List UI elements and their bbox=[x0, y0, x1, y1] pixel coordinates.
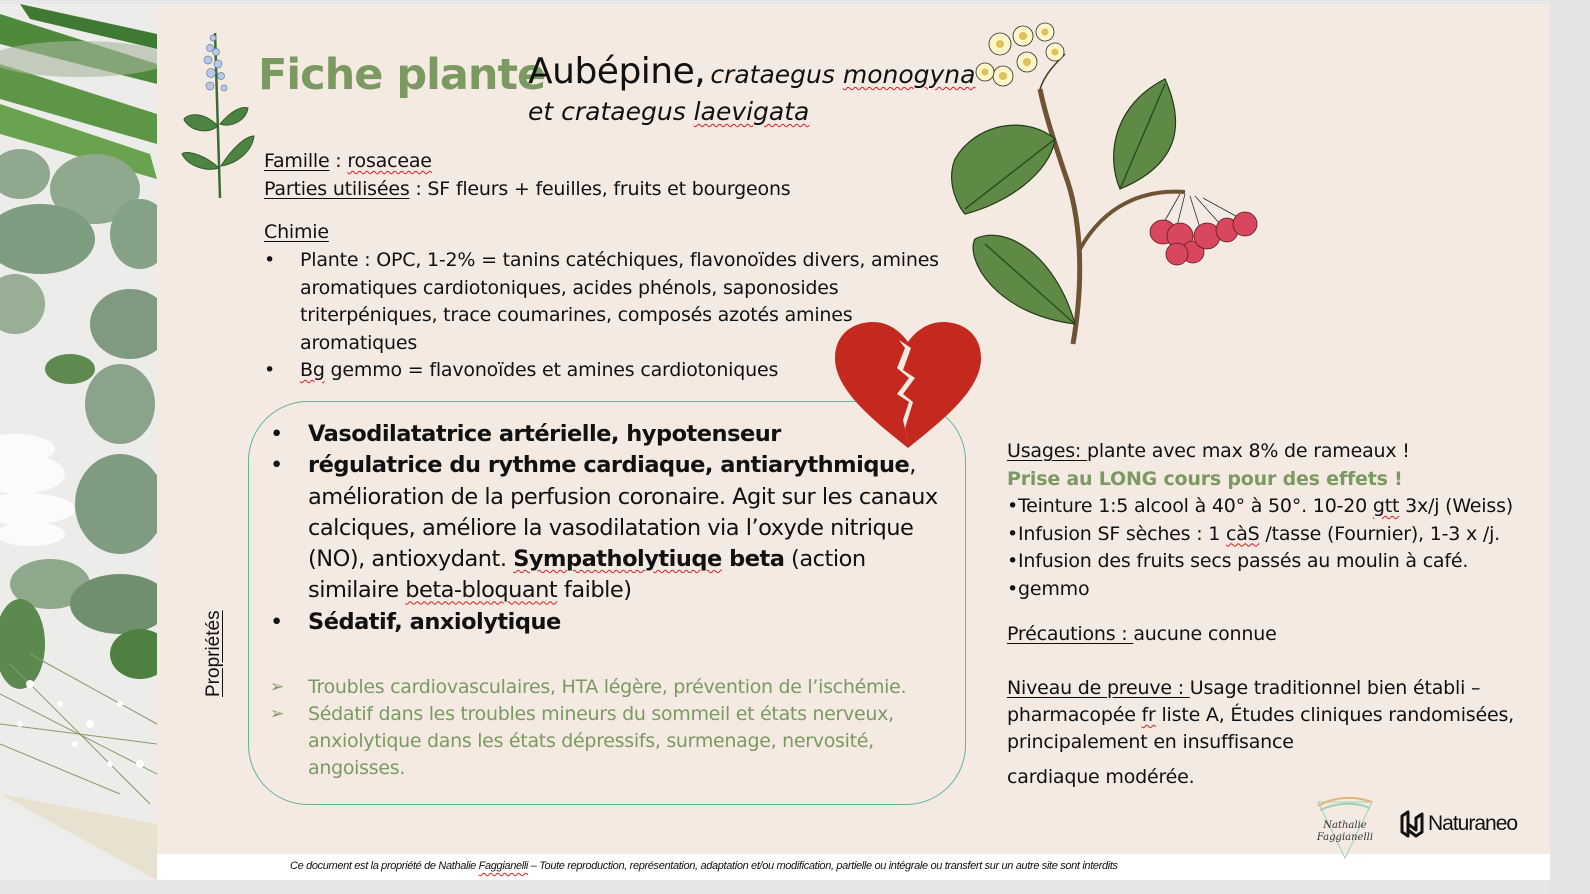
identity-section bbox=[264, 147, 790, 203]
parties-label: Parties utilisées bbox=[264, 178, 410, 200]
parties-row bbox=[264, 175, 790, 203]
naturaneo-mark-icon bbox=[1398, 810, 1426, 838]
precautions-label: Précautions : bbox=[1007, 623, 1134, 645]
famille-label: Famille bbox=[264, 150, 330, 172]
usage-item: •Teinture 1:5 alcool à 40° à 50°. 10-20 gtt 3x/j (Weiss) bbox=[1007, 495, 1513, 517]
usages-section bbox=[1007, 438, 1547, 603]
usage-item: •gemmo bbox=[1007, 577, 1090, 600]
precautions-value: aucune connue bbox=[1133, 623, 1277, 645]
usages-intro: Usages: plante avec max 8% de rameaux ! bbox=[1007, 440, 1410, 462]
page-title: Fiche plante bbox=[258, 50, 546, 100]
chimie-item: • Plante : OPC, 1-2% = tanins catéchiques, flavonoïdes divers, amines aromatiques cardiotoniques, acides phénols, saponosides triterpéniques, trace coumarines, composés azotés amines aromatiques bbox=[264, 247, 944, 357]
usages-label: Usages: bbox=[1007, 440, 1087, 462]
usage-item: •Infusion SF sèches : 1 càS /tasse (Fournier), 1-3 x /j. bbox=[1007, 522, 1501, 545]
plant-common-name: Aubépine, bbox=[528, 51, 706, 92]
evidence-label: Niveau de preuve : bbox=[1007, 677, 1190, 699]
evidence-level: Niveau de preuve : Usage traditionnel bien établi – pharmacopée fr liste A, Études cliniques randomisées, principalement en insuffisance cardiaque modérée. bbox=[1007, 677, 1515, 788]
property-item: • Vasodilatatrice artérielle, hypotenseur bbox=[270, 419, 950, 450]
property-item: • régulatrice du rythme cardiaque, antiarythmique, amélioration de la perfusion coronaire. Agit sur les canaux calciques, améliore la vasodilatation via l’oxyde nitrique (NO), antioxydant. Sympatholytiuqe beta (action similaire beta-bloquant faible) bbox=[270, 450, 950, 606]
herb-illustration bbox=[180, 28, 260, 203]
chimie-heading: Chimie bbox=[264, 221, 329, 243]
window-background-right bbox=[1550, 0, 1590, 894]
scientific-name-2: et crataegus laevigata bbox=[528, 97, 810, 126]
copyright-footer: Ce document est la propriété de Nathalie Faggianelli – Toute reproduction, représentation, adaptation et/ou modification, partielle ou intégrale ou transfert sur un autre site sont interdits bbox=[290, 860, 1118, 872]
precautions bbox=[1007, 623, 1277, 645]
naturaneo-brand: Naturaneo bbox=[1428, 812, 1518, 835]
indication-item: ➢ Troubles cardiovasculaires, HTA légère, prévention de l’ischémie. bbox=[270, 674, 950, 701]
plant-name-heading bbox=[528, 50, 975, 126]
slide bbox=[0, 4, 1550, 880]
decorative-foliage-photo bbox=[0, 4, 157, 880]
properties-label: Propriétés bbox=[203, 610, 224, 697]
scientific-name-1: crataegus monogyna bbox=[710, 60, 976, 89]
usages-highlight: Prise au LONG cours pour des effets ! bbox=[1007, 467, 1403, 490]
svg-text:Faggianelli: Faggianelli bbox=[1316, 832, 1374, 843]
parties-value: : SF fleurs + feuilles, fruits et bourgeons bbox=[409, 178, 791, 200]
chimie-item: • Bg gemmo = flavonoïdes et amines cardiotoniques bbox=[264, 357, 944, 385]
property-item: • Sédatif, anxiolytique bbox=[270, 607, 950, 638]
famille-value: rosaceae bbox=[347, 150, 432, 172]
svg-text:Nathalie: Nathalie bbox=[1323, 820, 1367, 831]
hawthorn-illustration bbox=[945, 14, 1280, 359]
naturaneo-logo bbox=[1398, 810, 1517, 838]
indications-list bbox=[270, 674, 950, 782]
author-logo bbox=[1310, 792, 1380, 862]
usage-item: •Infusion des fruits secs passés au moulin à café. bbox=[1007, 550, 1469, 572]
indication-item: ➢ Sédatif dans les troubles mineurs du sommeil et états nerveux, anxiolytique dans les états dépressifs, surmenage, nervosité, angoisses. bbox=[270, 701, 950, 782]
famille-row: Famille : rosaceae bbox=[264, 150, 432, 172]
